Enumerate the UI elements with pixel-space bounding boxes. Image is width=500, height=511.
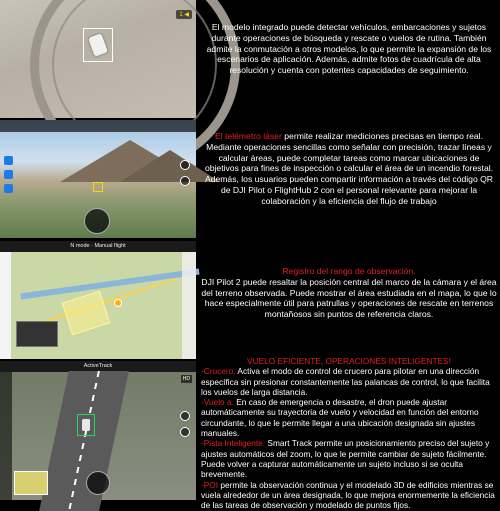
hd-badge: HD [182,376,190,382]
aircraft-position-icon [114,299,122,307]
rangefinder-highlight: El telémetro láser [215,131,282,141]
ops-item: -Pista Inteligente: Smart Track permite un posicionamiento preciso del sujeto y ajustes automáticos del zoom, lo que le permite cambiar de sujeto fácilmente. Puede volver a capturar automáticamente un sujeto incluso si se oculta brevemente. [201,438,490,480]
intro-paragraph: El modelo integrado puede detectar vehículos, embarcaciones y sujetos durante operaciones de búsqueda y rescate o vuelos de rutina. También admite la conmutación a otros modelos, lo que permite la expansión de los escenarios de aplicación. Además, admite fotos de cuadrícula de alta resolución y cuenta con potentes capacidades de seguimiento. [206,22,492,76]
river [20,269,199,300]
map-screenshot [0,241,196,359]
observation-paragraph: DJI Pilot 2 puede resaltar la posición central del marco de la cámara y el área del terreno observada. Puede mostrar el área estudiada en el mapa, lo que lo hace especialmente útil para patrullas y operaciones de rescate en terrenos montañosos sin puntos de referencia claros. [201,276,497,320]
flight-mode-header: N mode · Manual flight [0,241,196,252]
ops-item: -Crucero. Activa el modo de control de crucero para pilotar en una dirección específica sin presionar constantemente las palancas de control, lo que facilita los vuelos de larga distancia. [201,366,490,397]
line-tool-icon[interactable] [4,170,13,179]
compass-icon [86,471,110,495]
crosshair-icon [93,182,103,192]
observation-title: Registro del rango de observación. [282,266,416,276]
record-button[interactable] [180,427,190,437]
tracking-box[interactable] [77,414,95,436]
map-controls[interactable] [182,252,196,359]
ops-item: -Vuelo a. En caso de emergencia o desastre, el dron puede ajustar automáticamente su trayectoria de vuelo y velocidad en función del entorno circundante, lo que le permite llegar a una ubicación designada sin ajustes manuales. [201,397,479,439]
rangefinder-body: permite realizar mediciones precisas en tiempo real. Mediante operaciones sencillas como señalar con precisión, trazar líneas y calcular áreas, puede completar tareas como marcar ubicaciones de objetivos para fines de inspección o calcular el área de un incendio forestal. Además, los usuarios pueden compartir información a través del código QR de DJI Pilot o FlightHub 2 con el personal relevante para mejorar la colaboración y la eficiencia del flujo de trabajo [204,131,494,206]
rangefinder-paragraph [198,131,500,207]
detection-screenshot [0,0,196,118]
intelligent-ops-title: VUELO EFICIENTE, OPERACIONES INTELIGENTES! [247,356,451,366]
camera-preview[interactable] [16,321,58,347]
ops-item: -POI permite la observación continua y el modelado 3D de edificios mientras se vuela alrededor de un área designada, lo que mejora enormemente la eficiencia de las tareas de observación y modelado de puntos fijos. [201,479,495,511]
shutter-button[interactable] [180,160,190,170]
activetrack-screenshot [0,361,196,500]
observation-area [62,291,111,336]
observation-section [198,266,500,320]
intelligent-ops-section [198,356,500,510]
area-tool-icon[interactable] [4,184,13,193]
record-button[interactable] [180,176,190,186]
shutter-button[interactable] [180,411,190,421]
detection-box [83,28,113,62]
activetrack-header: ActiveTrack [0,361,196,372]
compass-icon [84,208,110,234]
map-tool-sidebar[interactable] [0,252,11,359]
camera-tool-sidebar[interactable] [0,372,12,500]
map-pin-icon[interactable] [4,156,13,165]
mini-map[interactable] [14,471,48,495]
laser-rangefinder-screenshot [0,120,196,238]
detection-tag: 1 ◀ [176,10,192,19]
flight-status-bar [0,120,196,132]
